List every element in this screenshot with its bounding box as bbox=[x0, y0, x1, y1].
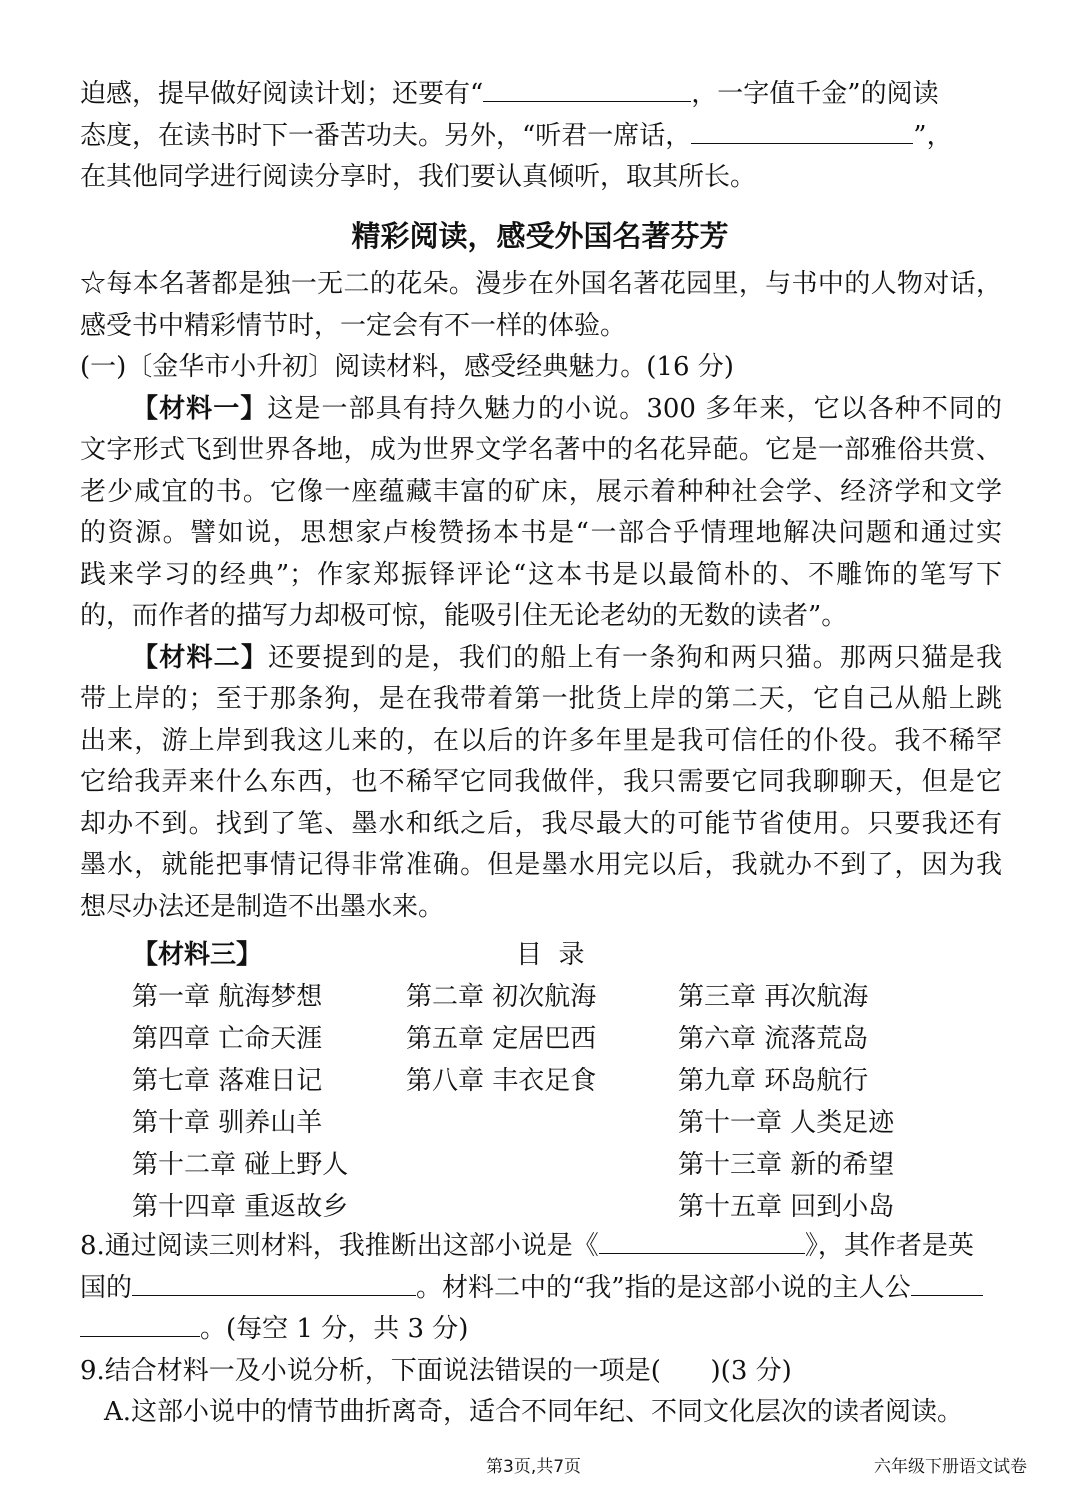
toc-chapter: 第七章 落难日记 bbox=[132, 1066, 323, 1096]
material2-label: 【材料二】 bbox=[132, 642, 269, 673]
toc-chapter: 第十三章 新的希望 bbox=[678, 1150, 895, 1180]
material2-line-1 bbox=[80, 638, 1002, 680]
material1-line-2: 文字形式飞到世界各地，成为世界文学名著中的名花异葩。它是一部雅俗共赏、 bbox=[80, 435, 1002, 465]
part-heading: (一)〔金华市小升初〕阅读材料，感受经典魅力。(16 分) bbox=[80, 352, 734, 382]
material2-line-2: 带上岸的；至于那条狗，是在我带着第一批货上岸的第二天，它自己从船上跳 bbox=[80, 684, 1002, 714]
answer-blank-protagonist[interactable] bbox=[911, 1271, 983, 1296]
star-intro-line-2: 感受书中精彩情节时，一定会有不一样的体验。 bbox=[80, 310, 627, 341]
q8-line-3 bbox=[80, 1309, 1002, 1351]
q8-text: 》，其作者是英 bbox=[804, 1231, 974, 1261]
material1-text: 这是一部具有持久魅力的小说。300 多年来，它以各种不同的 bbox=[267, 393, 1002, 424]
q8-text: 。材料二中的“我”指的是这部小说的主人公 bbox=[416, 1272, 911, 1303]
answer-blank-book[interactable] bbox=[599, 1229, 805, 1254]
toc-chapter: 第十四章 重返故乡 bbox=[132, 1192, 349, 1222]
toc-chapter: 第六章 流落荒岛 bbox=[678, 1024, 869, 1054]
material1-line-4: 的资源。譬如说，思想家卢梭赞扬本书是“一部合乎情理地解决问题和通过实 bbox=[80, 518, 1002, 548]
material1-label: 【材料一】 bbox=[132, 393, 268, 424]
intro-line-1 bbox=[80, 74, 1002, 116]
toc-chapter: 第八章 丰衣足食 bbox=[406, 1066, 597, 1096]
toc-title: 目 录 bbox=[516, 940, 585, 970]
q8-text: 国的 bbox=[80, 1272, 133, 1303]
q9-stem: 9.结合材料一及小说分析，下面说法错误的一项是( )(3 分) bbox=[80, 1355, 792, 1386]
toc-chapter: 第十二章 碰上野人 bbox=[132, 1150, 349, 1180]
intro-text: 在其他同学进行阅读分享时，我们要认真倾听，取其所长。 bbox=[80, 162, 757, 192]
toc-chapter: 第五章 定居巴西 bbox=[406, 1024, 597, 1054]
toc-chapter: 第十章 驯养山羊 bbox=[132, 1108, 323, 1138]
questions bbox=[80, 1226, 1002, 1434]
intro-text: ，一字值千金”的阅读 bbox=[691, 79, 939, 109]
material2-text: 还要提到的是，我们的船上有一条狗和两只猫。那两只猫是我 bbox=[268, 642, 1002, 673]
material2-line-4: 它给我弄来什么东西，也不稀罕它同我做伴，我只需要它同我聊聊天，但是它 bbox=[80, 767, 1002, 797]
intro-text: 迫感，提早做好阅读计划；还要有“ bbox=[80, 79, 484, 109]
toc-chapter: 第十五章 回到小岛 bbox=[678, 1192, 895, 1222]
material2-line-7: 想尽办法还是制造不出墨水来。 bbox=[80, 891, 445, 922]
intro-paragraph bbox=[80, 74, 1002, 199]
intro-line-2 bbox=[80, 116, 1002, 158]
toc-chapter: 第三章 再次航海 bbox=[678, 982, 869, 1012]
toc-chapter: 第十一章 人类足迹 bbox=[678, 1108, 895, 1138]
fill-blank bbox=[483, 77, 691, 102]
toc-chapter: 第一章 航海梦想 bbox=[132, 982, 323, 1012]
material2-line-3: 出来，游上岸到我这儿来的，在以后的许多年里是我可信任的仆役。我不稀罕 bbox=[80, 725, 1002, 756]
toc-chapter: 第四章 亡命天涯 bbox=[132, 1024, 323, 1054]
answer-blank-author[interactable] bbox=[132, 1271, 416, 1296]
material1-line-1 bbox=[80, 389, 1002, 431]
toc-chapter: 第九章 环岛航行 bbox=[678, 1066, 869, 1096]
reading-body bbox=[80, 264, 1002, 928]
q8-line-1 bbox=[80, 1226, 1002, 1268]
intro-text: ”， bbox=[913, 120, 953, 151]
material2-line-6: 墨水，就能把事情记得非常准确。但是墨水用完以后，我就办不到了，因为我 bbox=[80, 850, 1002, 880]
q8-text: 。(每空 1 分，共 3 分) bbox=[200, 1314, 469, 1344]
section-title: 精彩阅读，感受外国名著芬芳 bbox=[351, 219, 729, 253]
answer-blank-protagonist-cont[interactable] bbox=[80, 1312, 200, 1337]
page-number: 第3页,共7页 bbox=[486, 1457, 582, 1477]
intro-line-3 bbox=[80, 157, 1002, 199]
material2-line-5: 却办不到。找到了笔、墨水和纸之后，我尽最大的可能节省使用。只要我还有 bbox=[80, 808, 1002, 839]
q8-text: 8.通过阅读三则材料，我推断出这部小说是《 bbox=[80, 1231, 599, 1261]
star-intro-line-1: ☆每本名著都是独一无二的花朵。漫步在外国名著花园里，与书中的人物对话， bbox=[80, 269, 1002, 299]
intro-text: 态度，在读书时下一番苦功夫。另外，“听君一席话， bbox=[80, 120, 692, 151]
toc-chapter: 第二章 初次航海 bbox=[406, 982, 597, 1012]
q8-line-2 bbox=[80, 1268, 1002, 1310]
material1-line-6: 的，而作者的描写力却极可惊，能吸引住无论老幼的无数的读者”。 bbox=[80, 601, 848, 631]
material1-line-3: 老少咸宜的书。它像一座蕴藏丰富的矿床，展示着种种社会学、经济学和文学 bbox=[80, 476, 1002, 507]
material1-line-5: 践来学习的经典”；作家郑振铎评论“这本书是以最简朴的、不雕饰的笔写下 bbox=[80, 559, 1002, 590]
exam-title: 六年级下册语文试卷 bbox=[874, 1457, 1027, 1477]
q9-option-a[interactable]: A.这部小说中的情节曲折离奇，适合不同年纪、不同文化层次的读者阅读。 bbox=[104, 1397, 964, 1427]
fill-blank bbox=[691, 119, 913, 144]
material3-label: 【材料三】 bbox=[132, 940, 263, 970]
